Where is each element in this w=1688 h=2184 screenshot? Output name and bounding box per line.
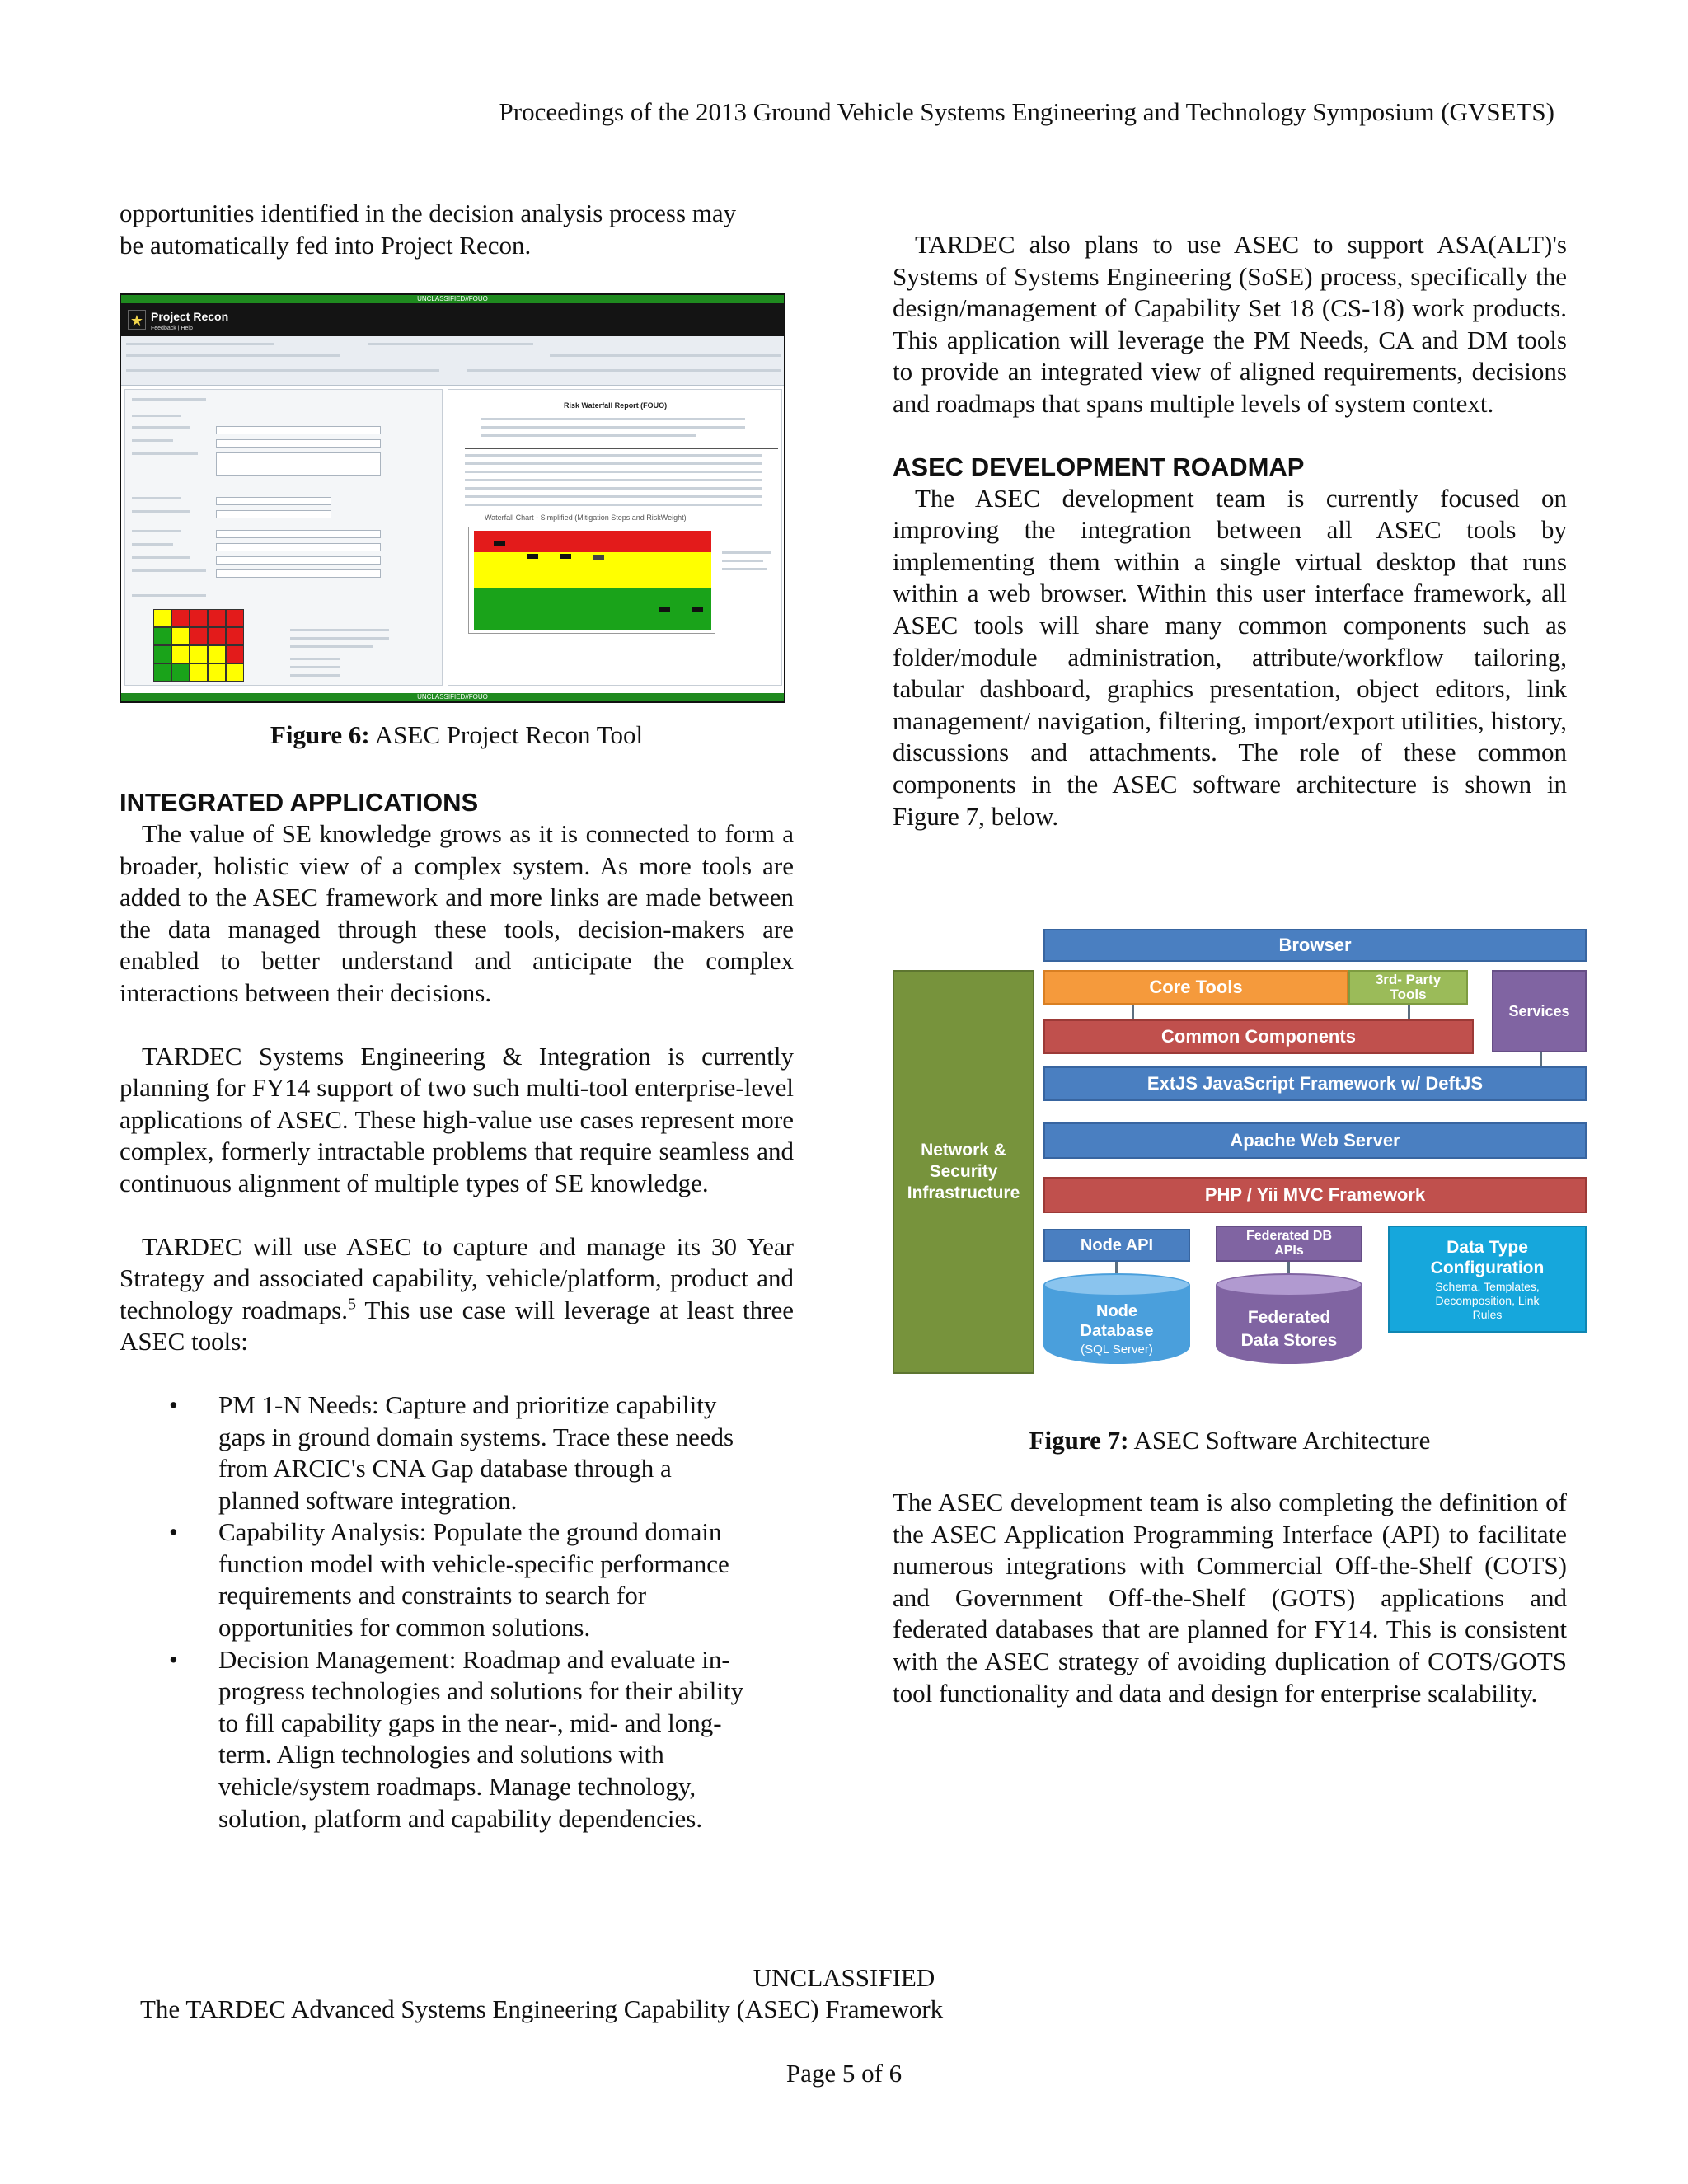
para3-text-b: This use case will leverage at least three ASEC tools: xyxy=(120,1295,794,1357)
bullet-line: Decision Management: Roadmap and evaluate in- xyxy=(218,1644,730,1674)
node-database-sublabel: (SQL Server) xyxy=(1081,1343,1153,1357)
node-database-cylinder xyxy=(1043,1273,1190,1364)
integrated-apps-paragraph-1: The value of SE knowledge grows as it is connected to form a broader, holistic view of a complex system. As more tools are added to the ASEC framework and more links are made between the data managed through these tools, decision-makers are enabled to better understand and anticipate the complex interactions between their decisions. xyxy=(120,819,794,1007)
browser-layer: Browser xyxy=(1043,929,1587,962)
app-subtitle-links: Feedback | Help xyxy=(151,326,193,331)
data-type-configuration-title: Data Type Configuration xyxy=(1430,1237,1545,1277)
intro-line-1: opportunities identified in the decision analysis process may xyxy=(120,199,737,227)
waterfall-chart-title: Waterfall Chart - Simplified (Mitigation Steps and RiskWeight) xyxy=(485,513,687,522)
footer-page-number: Page 5 of 6 xyxy=(785,2059,903,2088)
left-column-body xyxy=(120,787,794,1835)
data-type-configuration-block xyxy=(1388,1226,1587,1333)
bullet-line: term. Align technologies and solutions with xyxy=(218,1740,664,1769)
intro-line-2: be automatically fed into Project Recon. xyxy=(120,230,532,260)
right-column-bottom xyxy=(893,1487,1567,1709)
bullet-line: planned software integration. xyxy=(218,1485,518,1515)
footnote-ref-5: 5 xyxy=(347,1295,356,1314)
bullet-pm-needs xyxy=(169,1390,794,1516)
classification-banner-bottom: UNCLASSIFIED//FOUO xyxy=(121,693,784,701)
waterfall-chart xyxy=(468,527,715,634)
left-column-intro xyxy=(120,198,794,261)
sose-paragraph: TARDEC also plans to use ASEC to support ASA(ALT)'s Systems of Systems Engineering (SoSE) process, specifically the design/management of Capability Set 18 (CS-18) work products. This application will leverage the PM Needs, CA and DM tools to provide an integrated view of aligned requirements, decisions and roadmaps that spans multiple levels of system context. xyxy=(893,230,1567,418)
section-heading-integrated-applications: INTEGRATED APPLICATIONS xyxy=(120,788,479,817)
app-title-bar xyxy=(121,303,784,336)
common-components-layer: Common Components xyxy=(1043,1019,1474,1054)
figure-7-caption-text: ASEC Software Architecture xyxy=(1133,1426,1431,1455)
bullet-capability-analysis xyxy=(169,1516,794,1643)
right-column-top xyxy=(893,229,1567,832)
services-block: Services xyxy=(1492,970,1587,1052)
footer-document-title: The TARDEC Advanced Systems Engineering Capability (ASEC) Framework xyxy=(140,1994,944,2023)
figure-6-screenshot xyxy=(120,293,785,703)
section-heading-development-roadmap: ASEC DEVELOPMENT ROADMAP xyxy=(893,452,1305,481)
core-tools-block: Core Tools xyxy=(1043,970,1348,1005)
para3-text-a: TARDEC will use ASEC to capture and manage its 30 Year Strategy and associated capability, vehicle/platform, product and technology roadmaps. xyxy=(120,1231,794,1324)
bullet-line: to fill capability gaps in the near-, mid- and long- xyxy=(218,1708,722,1737)
node-api-block: Node API xyxy=(1043,1229,1190,1262)
roadmap-paragraph: The ASEC development team is currently focused on improving the integration between all ASEC tools by implementing them within a single virtual desktop that runs within a web browser. Within this user interface framework, all ASEC tools will share many common components such as folder/module administration, attribute/workflow tailoring, tabular dashboard, graphics presentation, object editors, link management/ navigation, filtering, import/export utilities, history, discussions and attachments. The role of these common components in the ASEC software architecture is shown in Figure 7, below. xyxy=(893,483,1567,831)
army-star-icon: ★ xyxy=(128,310,146,330)
bullet-line: function model with vehicle-specific performance xyxy=(218,1549,729,1578)
federated-db-apis-block: Federated DB APIs xyxy=(1216,1226,1362,1262)
integrated-apps-paragraph-3 xyxy=(120,1231,794,1358)
figure-6-label: Figure 6: xyxy=(270,720,370,749)
app-title: Project Recon xyxy=(151,310,229,323)
risk-matrix xyxy=(153,609,244,700)
bullet-line: requirements and constraints to search for xyxy=(218,1581,647,1610)
bullet-line: solution, platform and capability dependencies. xyxy=(218,1803,703,1833)
footer-classification: UNCLASSIFIED xyxy=(753,1963,935,1992)
risk-report-pane xyxy=(448,389,782,686)
running-header: Proceedings of the 2013 Ground Vehicle Systems Engineering and Technology Symposium (GVSETS) xyxy=(499,97,1554,126)
integrated-apps-paragraph-2: TARDEC Systems Engineering & Integration is currently planning for FY14 support of two such multi-tool enterprise-level applications of ASEC. These high-value use cases represent more complex, formerly intractable problems that require seamless and continuous alignment of multiple types of SE knowledge. xyxy=(120,1041,794,1197)
node-database-label: Node Database xyxy=(1080,1302,1154,1340)
extjs-framework-layer: ExtJS JavaScript Framework w/ DeftJS xyxy=(1043,1066,1587,1101)
bullet-line: Capability Analysis: Populate the ground domain xyxy=(218,1517,722,1547)
bullet-line: progress technologies and solutions for their ability xyxy=(218,1676,744,1706)
tool-bullet-list xyxy=(169,1390,794,1835)
bullet-line: from ARCIC's CNA Gap database through a xyxy=(218,1454,672,1483)
bullet-line: PM 1-N Needs: Capture and prioritize capability xyxy=(218,1390,717,1419)
figure-7-architecture-diagram xyxy=(893,929,1587,1376)
figure-7-caption xyxy=(893,1426,1567,1455)
risk-waterfall-report-title: Risk Waterfall Report (FOUO) xyxy=(564,401,668,410)
api-paragraph: The ASEC development team is also completing the definition of the ASEC Application Programming Interface (API) to facilitate numerous integrations with Commercial Off-the-Shelf (COTS) and Government Off-the-Shelf (GOTS) applications and federated databases that are planned for FY14. This is consistent with the ASEC strategy of avoiding duplication of COTS/GOTS tool functionality and data and design for enterprise scalability. xyxy=(893,1488,1567,1708)
bullet-decision-management xyxy=(169,1644,794,1835)
app-toolbar xyxy=(121,336,784,386)
figure-7-label: Figure 7: xyxy=(1029,1426,1129,1455)
classification-banner-top: UNCLASSIFIED//FOUO xyxy=(121,295,784,303)
bullet-mark: • xyxy=(169,1644,178,1674)
figure-6-caption-text: ASEC Project Recon Tool xyxy=(374,720,644,749)
bullet-line: gaps in ground domain systems. Trace these needs xyxy=(218,1422,734,1451)
third-party-tools-block: 3rd- Party Tools xyxy=(1348,970,1468,1005)
federated-data-stores-label: Federated Data Stores xyxy=(1240,1308,1338,1350)
bullet-mark: • xyxy=(169,1517,178,1547)
network-security-infrastructure-block: Network & Security Infrastructure xyxy=(893,970,1034,1374)
data-type-configuration-subtitle: Schema, Templates, Decomposition, Link Rules xyxy=(1435,1279,1540,1321)
figure-6-caption xyxy=(120,720,794,750)
bullet-line: opportunities for common solutions. xyxy=(218,1613,591,1643)
bullet-mark: • xyxy=(169,1390,178,1419)
apache-web-server-layer: Apache Web Server xyxy=(1043,1122,1587,1159)
bullet-line: vehicle/system roadmaps. Manage technology, xyxy=(218,1772,696,1802)
php-yii-framework-layer: PHP / Yii MVC Framework xyxy=(1043,1177,1587,1213)
federated-data-stores-cylinder xyxy=(1216,1273,1362,1364)
risk-form-pane xyxy=(124,389,443,686)
